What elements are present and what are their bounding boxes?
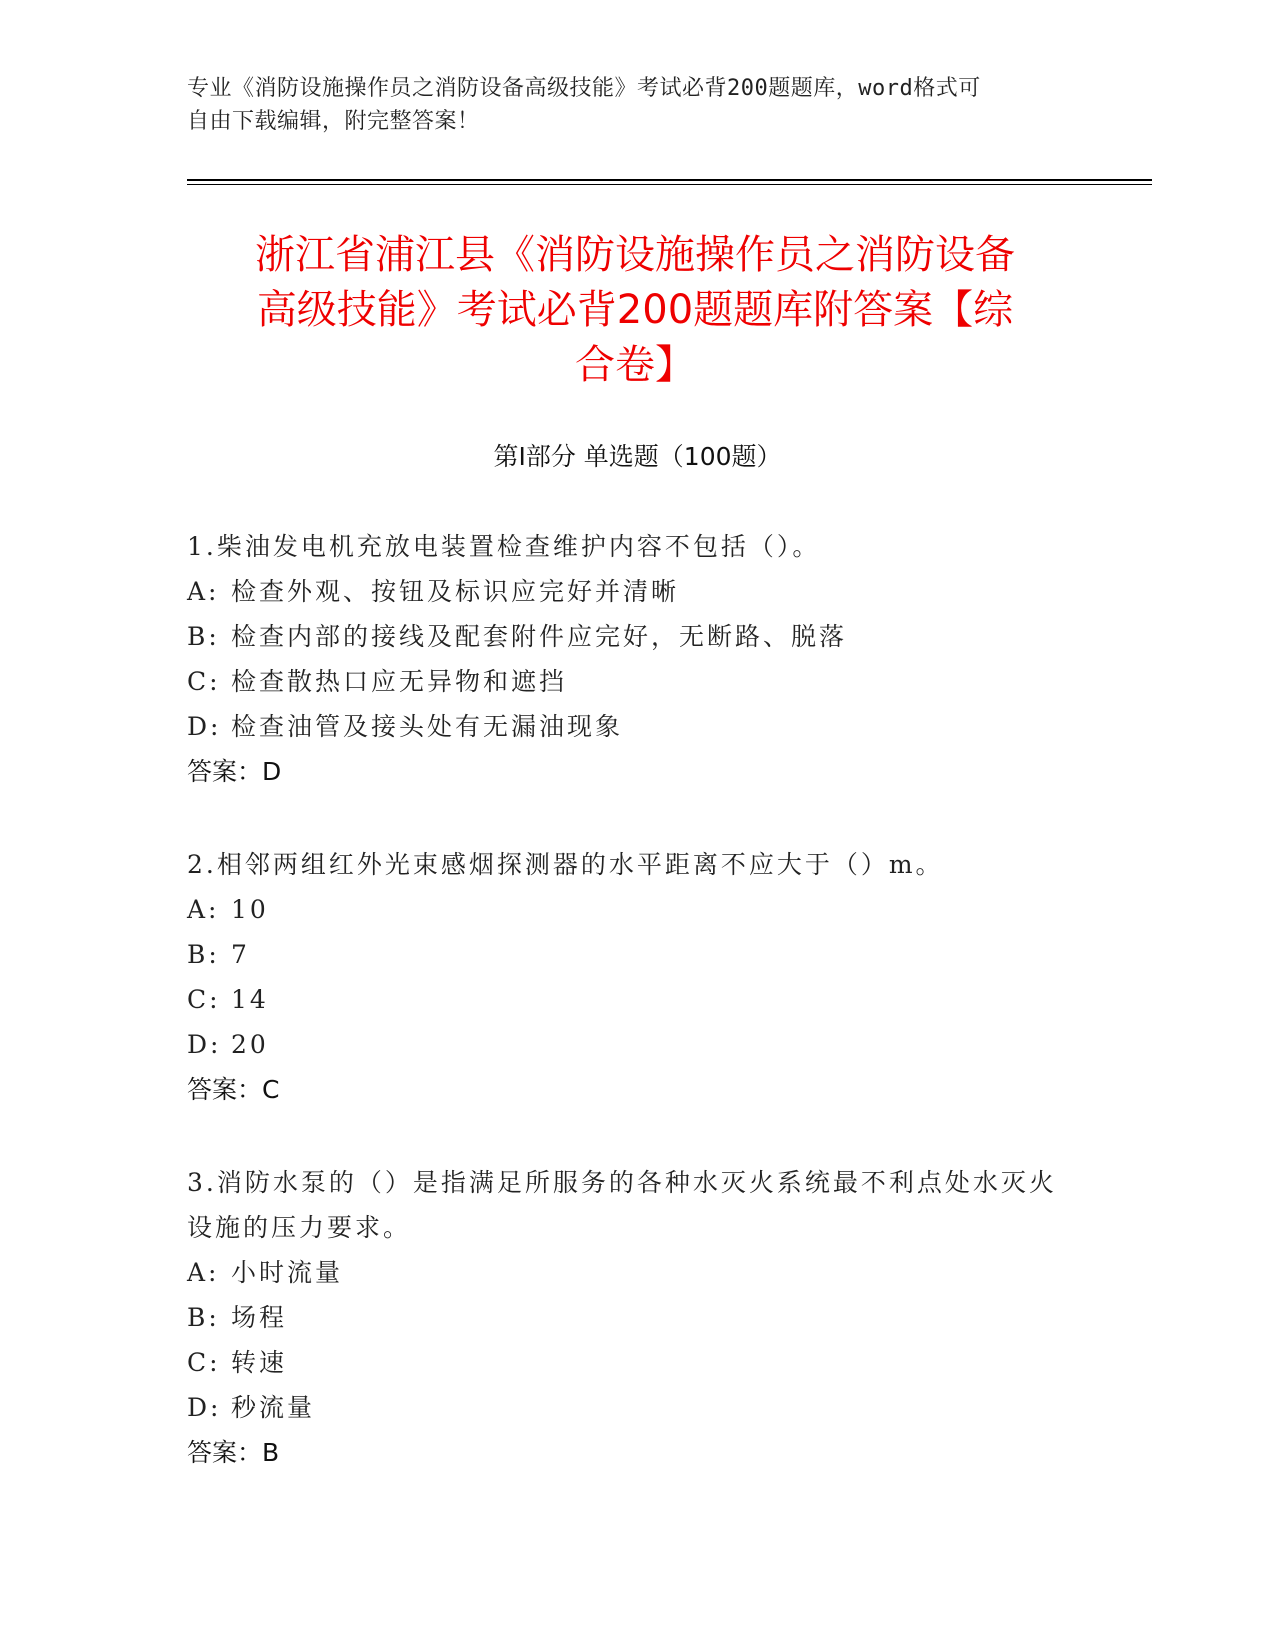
title-line3: 合卷】 — [575, 342, 695, 388]
header-note-line2: 自由下载编辑，附完整答案！ — [187, 109, 480, 134]
section-heading: 第Ⅰ部分 单选题（100题） — [493, 442, 782, 471]
option-d — [187, 1022, 1067, 1067]
option-a — [187, 569, 1067, 614]
option-c — [187, 1340, 1067, 1385]
option-b — [187, 1295, 1067, 1340]
option-key: C: — [187, 667, 221, 696]
option-key: C: — [187, 1348, 221, 1377]
header-note — [187, 72, 1087, 138]
option-text: 转速 — [231, 1348, 288, 1377]
option-text: 14 — [231, 985, 269, 1014]
option-text: 7 — [231, 940, 250, 969]
option-key: B: — [187, 940, 220, 969]
option-c — [187, 977, 1067, 1022]
option-text: 小时流量 — [231, 1258, 344, 1287]
option-b — [187, 614, 1067, 659]
option-text: 检查外观、按钮及标识应完好并清晰 — [231, 577, 680, 606]
header-rule-thin — [187, 184, 1152, 185]
title-line2: 高级技能》考试必背200题题库附答案【综 — [256, 287, 1014, 333]
option-key: D: — [187, 1030, 222, 1059]
option-key: B: — [187, 1303, 220, 1332]
answer: 答案：C — [187, 1075, 280, 1104]
option-c — [187, 659, 1067, 704]
option-text: 秒流量 — [231, 1393, 316, 1422]
option-d — [187, 1385, 1067, 1430]
option-text: 20 — [231, 1030, 269, 1059]
question-stem: 2.相邻两组红外光束感烟探测器的水平距离不应大于（）m。 — [187, 850, 944, 879]
option-d — [187, 704, 1067, 749]
option-text: 场程 — [231, 1303, 288, 1332]
option-text: 检查散热口应无异物和遮挡 — [231, 667, 568, 696]
option-text: 检查内部的接线及配套附件应完好，无断路、脱落 — [231, 622, 848, 651]
question-stem: 3.消防水泵的（）是指满足所服务的各种水灭火系统最不利点处水灭火设施的压力要求。 — [187, 1168, 1057, 1242]
option-a — [187, 887, 1067, 932]
option-key: A: — [187, 1258, 220, 1287]
question-2 — [187, 842, 1067, 1112]
header-note-line1: 专业《消防设施操作员之消防设备高级技能》考试必背200题题库，word格式可 — [187, 76, 981, 101]
header-rule-thick — [187, 179, 1152, 181]
document-title — [180, 228, 1090, 393]
option-text: 检查油管及接头处有无漏油现象 — [231, 712, 624, 741]
option-key: D: — [187, 1393, 222, 1422]
option-a — [187, 1250, 1067, 1295]
option-b — [187, 932, 1067, 977]
title-line1: 浙江省浦江县《消防设施操作员之消防设备 — [255, 232, 1015, 278]
question-3 — [187, 1160, 1067, 1475]
answer: 答案：B — [187, 1438, 280, 1467]
option-key: A: — [187, 577, 220, 606]
question-stem: 1.柴油发电机充放电装置检查维护内容不包括（）。 — [187, 532, 821, 561]
option-key: D: — [187, 712, 222, 741]
option-text: 10 — [231, 895, 269, 924]
option-key: A: — [187, 895, 220, 924]
option-key: C: — [187, 985, 221, 1014]
option-key: B: — [187, 622, 220, 651]
answer: 答案：D — [187, 757, 282, 786]
question-1 — [187, 524, 1067, 794]
